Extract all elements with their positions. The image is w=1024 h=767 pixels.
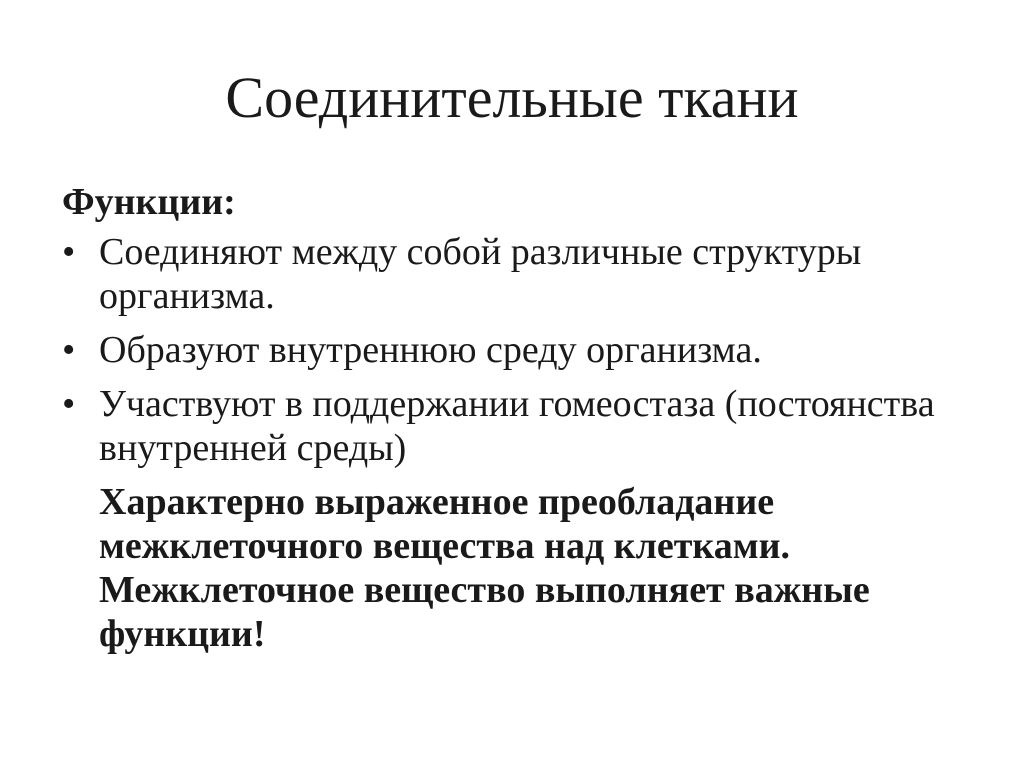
bullet-icon: •	[62, 329, 76, 371]
functions-heading: Функции:	[62, 181, 236, 223]
slide-body	[62, 178, 982, 656]
list-item	[62, 382, 982, 470]
bullet-text: Образуют внутреннюю среду организма.	[99, 329, 762, 371]
bullet-icon: •	[62, 231, 76, 273]
key-note: Характерно выраженное преобладание межклеточного вещества над клетками. Межклеточное вещество выполняет важные функции!	[99, 481, 870, 655]
functions-list	[62, 230, 982, 470]
slide-title: Соединительные ткани	[225, 65, 799, 130]
bullet-text: Соединяют между собой различные структуры организма.	[99, 231, 862, 317]
list-item	[62, 230, 982, 318]
list-item	[62, 328, 982, 372]
bullet-icon: •	[62, 383, 76, 425]
bullet-text: Участвуют в поддержании гомеостаза (постоянства внутренней среды)	[99, 383, 935, 469]
